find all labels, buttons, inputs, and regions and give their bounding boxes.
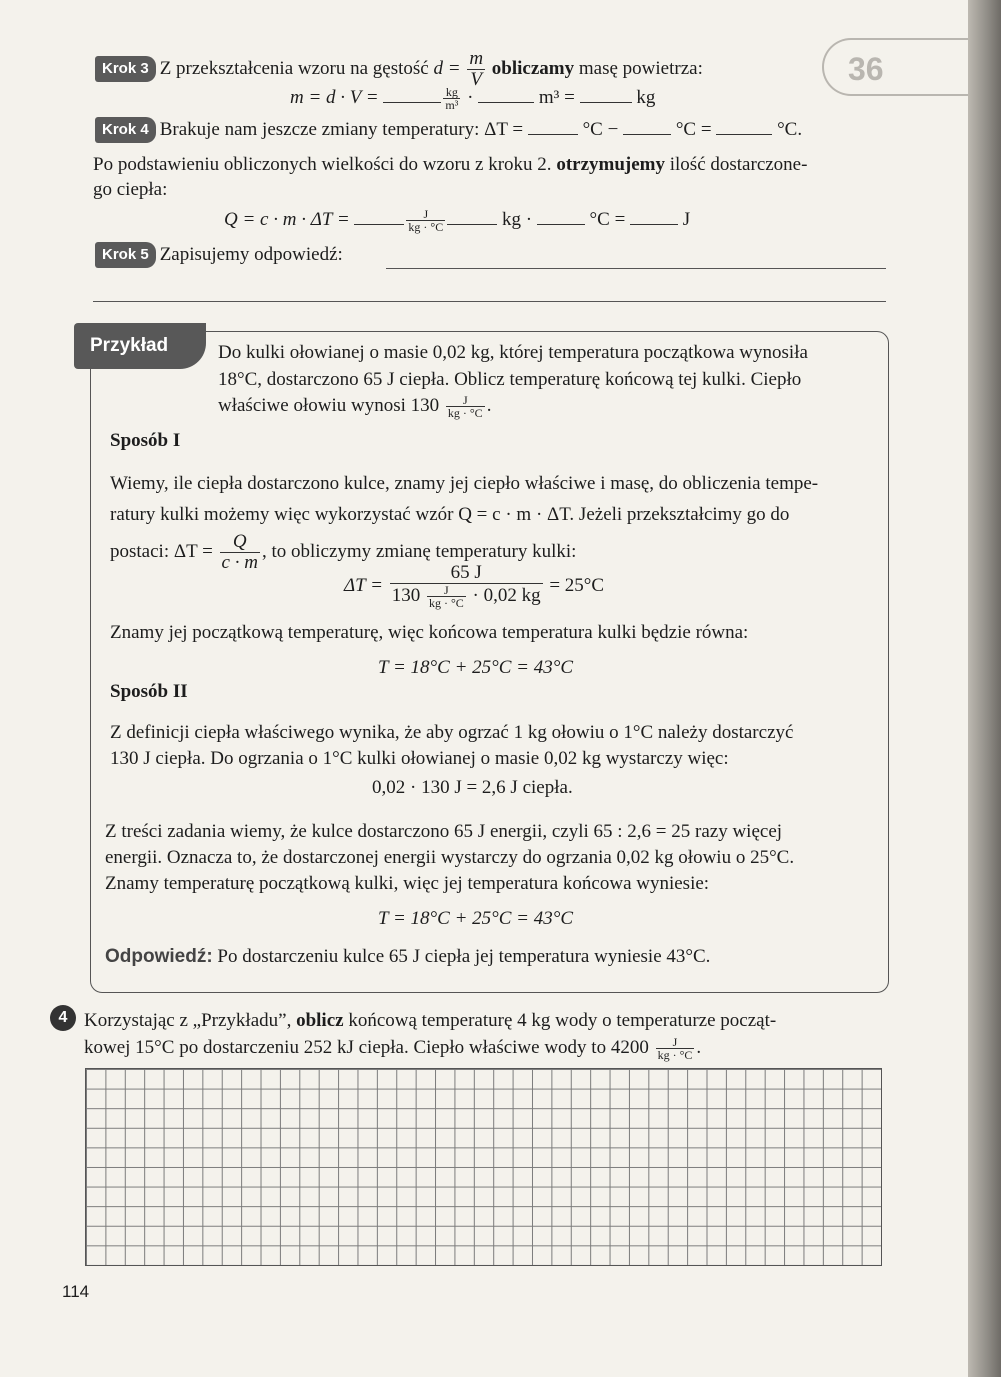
method-2-text: Z treści zadania wiemy, że kulce dostarczono 65 J energii, czyli 65 : 2,6 = 25 razy więcej <box>105 821 783 842</box>
method-2-text: energii. Oznacza to, że dostarczonej energii wystarczy do ogrzania 0,02 kg ołowiu o 25°C. <box>105 847 795 868</box>
page-number: 114 <box>62 1282 90 1301</box>
after-step4-line2: go ciepła: <box>93 179 168 200</box>
blank-field[interactable] <box>630 210 678 225</box>
step5-line: Krok 5 Zapisujemy odpowiedź: <box>95 243 343 269</box>
blank-field[interactable] <box>447 210 497 225</box>
blank-field[interactable] <box>580 88 632 103</box>
method-2-text: 130 J ciepła. Do ogrzania o 1°C kulki ołowianej o masie 0,02 kg wystarczy więc: <box>110 748 729 769</box>
lesson-number-badge: 36 <box>822 38 968 96</box>
method-1-text: ratury kulki możemy więc wykorzystać wzór Q = c · m · ΔT. Jeżeli przekształcimy go do <box>110 504 790 525</box>
method-1-text: Wiemy, ile ciepła dostarczono kulce, znamy jej ciepło właściwe i masę, do obliczenia tempe- <box>110 473 819 494</box>
blank-field[interactable] <box>537 210 585 225</box>
task4-text: kowej 15°C po dostarczeniu 252 kJ ciepła. Ciepło właściwe wody to 4200 $\frac{J}{kg \cdot ^\circ C}$ . <box>84 1035 702 1063</box>
heat-equation: 0,02 · 130 J = 2,6 J ciepła. <box>372 777 573 798</box>
method-1-heading: Sposób I <box>110 430 181 451</box>
step3-line2: m = d · V = $\frac{kg}{\text{m³}}$ · m³ = kg <box>290 85 656 113</box>
method-2-text: Znamy temperaturę początkową kulki, więc jej temperatura końcowa wyniesie: <box>105 873 710 894</box>
answer-grid[interactable] <box>85 1068 882 1266</box>
formula-fraction: $\frac{Q}{c \cdot m}$ <box>221 531 258 573</box>
final-temp-equation: T = 18°C + 25°C = 43°C <box>378 657 574 678</box>
example-text-line: 18°C, dostarczono 65 J ciepła. Oblicz temperaturę końcową tej kulki. Ciepło <box>218 369 802 390</box>
example-tab: Przykład <box>74 323 206 369</box>
step3-line1: Krok 3 Z przekształcenia wzoru na gęstość d = $\frac{m}{V}$ obliczamy masę powietrza: <box>95 49 703 90</box>
method-1-text: postaci: ΔT = $\frac{Q}{c \cdot m}$ , to obliczymy zmianę temperatury kulki: <box>110 531 577 573</box>
method-1-text: Znamy jej początkową temperaturę, więc końcowa temperatura kulki będzie równa: <box>110 622 749 643</box>
example-text-line: właściwe ołowiu wynosi 130 $\frac{J}{kg \cdot ^\circ C}$ . <box>218 393 492 421</box>
task4-text: Korzystając z „Przykładu”, oblicz końcową temperaturę 4 kg wody o temperaturze począt- <box>84 1010 777 1031</box>
blank-field[interactable] <box>383 88 441 103</box>
method-2-heading: Sposób II <box>110 681 188 702</box>
unit-fraction: $\frac{J}{kg \cdot ^\circ C}$ <box>447 393 483 421</box>
step3-badge: Krok 3 <box>95 56 156 82</box>
blank-field[interactable] <box>354 210 404 225</box>
step4-badge: Krok 4 <box>95 117 156 143</box>
answer-line[interactable] <box>93 301 886 302</box>
delta-t-fraction: 65 J 130 $\frac{J}{kg \cdot ^\circ C}$ · 0,02 kg <box>391 562 541 610</box>
density-fraction: $\frac{m}{V}$ <box>469 48 484 90</box>
example-text-line: Do kulki ołowianej o masie 0,02 kg, której temperatura początkowa wynosiła <box>218 342 808 363</box>
answer-line[interactable] <box>386 268 886 269</box>
blank-field[interactable] <box>623 120 671 135</box>
step5-badge: Krok 5 <box>95 242 156 268</box>
unit-fraction: $\frac{J}{kg \cdot ^\circ C}$ <box>408 207 444 235</box>
after-step4-line1: Po podstawieniu obliczonych wielkości do wzoru z kroku 2. otrzymujemy ilość dostarczone- <box>93 154 808 175</box>
blank-field[interactable] <box>478 88 534 103</box>
step4-line: Krok 4 Brakuje nam jeszcze zmiany temperatury: ΔT = °C − °C = °C. <box>95 118 802 144</box>
delta-t-equation: ΔT = 65 J 130 $\frac{J}{kg \cdot ^\circ C}$ · 0,02 kg = 25°C <box>344 562 605 610</box>
blank-field[interactable] <box>716 120 772 135</box>
task-number-badge: 4 <box>50 1005 76 1031</box>
final-temp-equation: T = 18°C + 25°C = 43°C <box>378 908 574 929</box>
unit-fraction: $\frac{kg}{\text{m³}}$ <box>445 85 459 113</box>
method-2-text: Z definicji ciepła właściwego wynika, że aby ogrzać 1 kg ołowiu o 1°C należy dostarczyć <box>110 722 794 743</box>
blank-field[interactable] <box>528 120 578 135</box>
page-fold-shadow <box>968 0 1001 1377</box>
heat-formula-line: Q = c · m · ΔT = $\frac{J}{kg \cdot ^\circ C}$ kg · °C = J <box>224 207 691 235</box>
example-answer: Odpowiedź: Po dostarczeniu kulce 65 J ciepła jej temperatura wyniesie 43°C. <box>105 946 711 967</box>
unit-fraction: $\frac{J}{kg \cdot ^\circ C}$ <box>657 1035 693 1063</box>
